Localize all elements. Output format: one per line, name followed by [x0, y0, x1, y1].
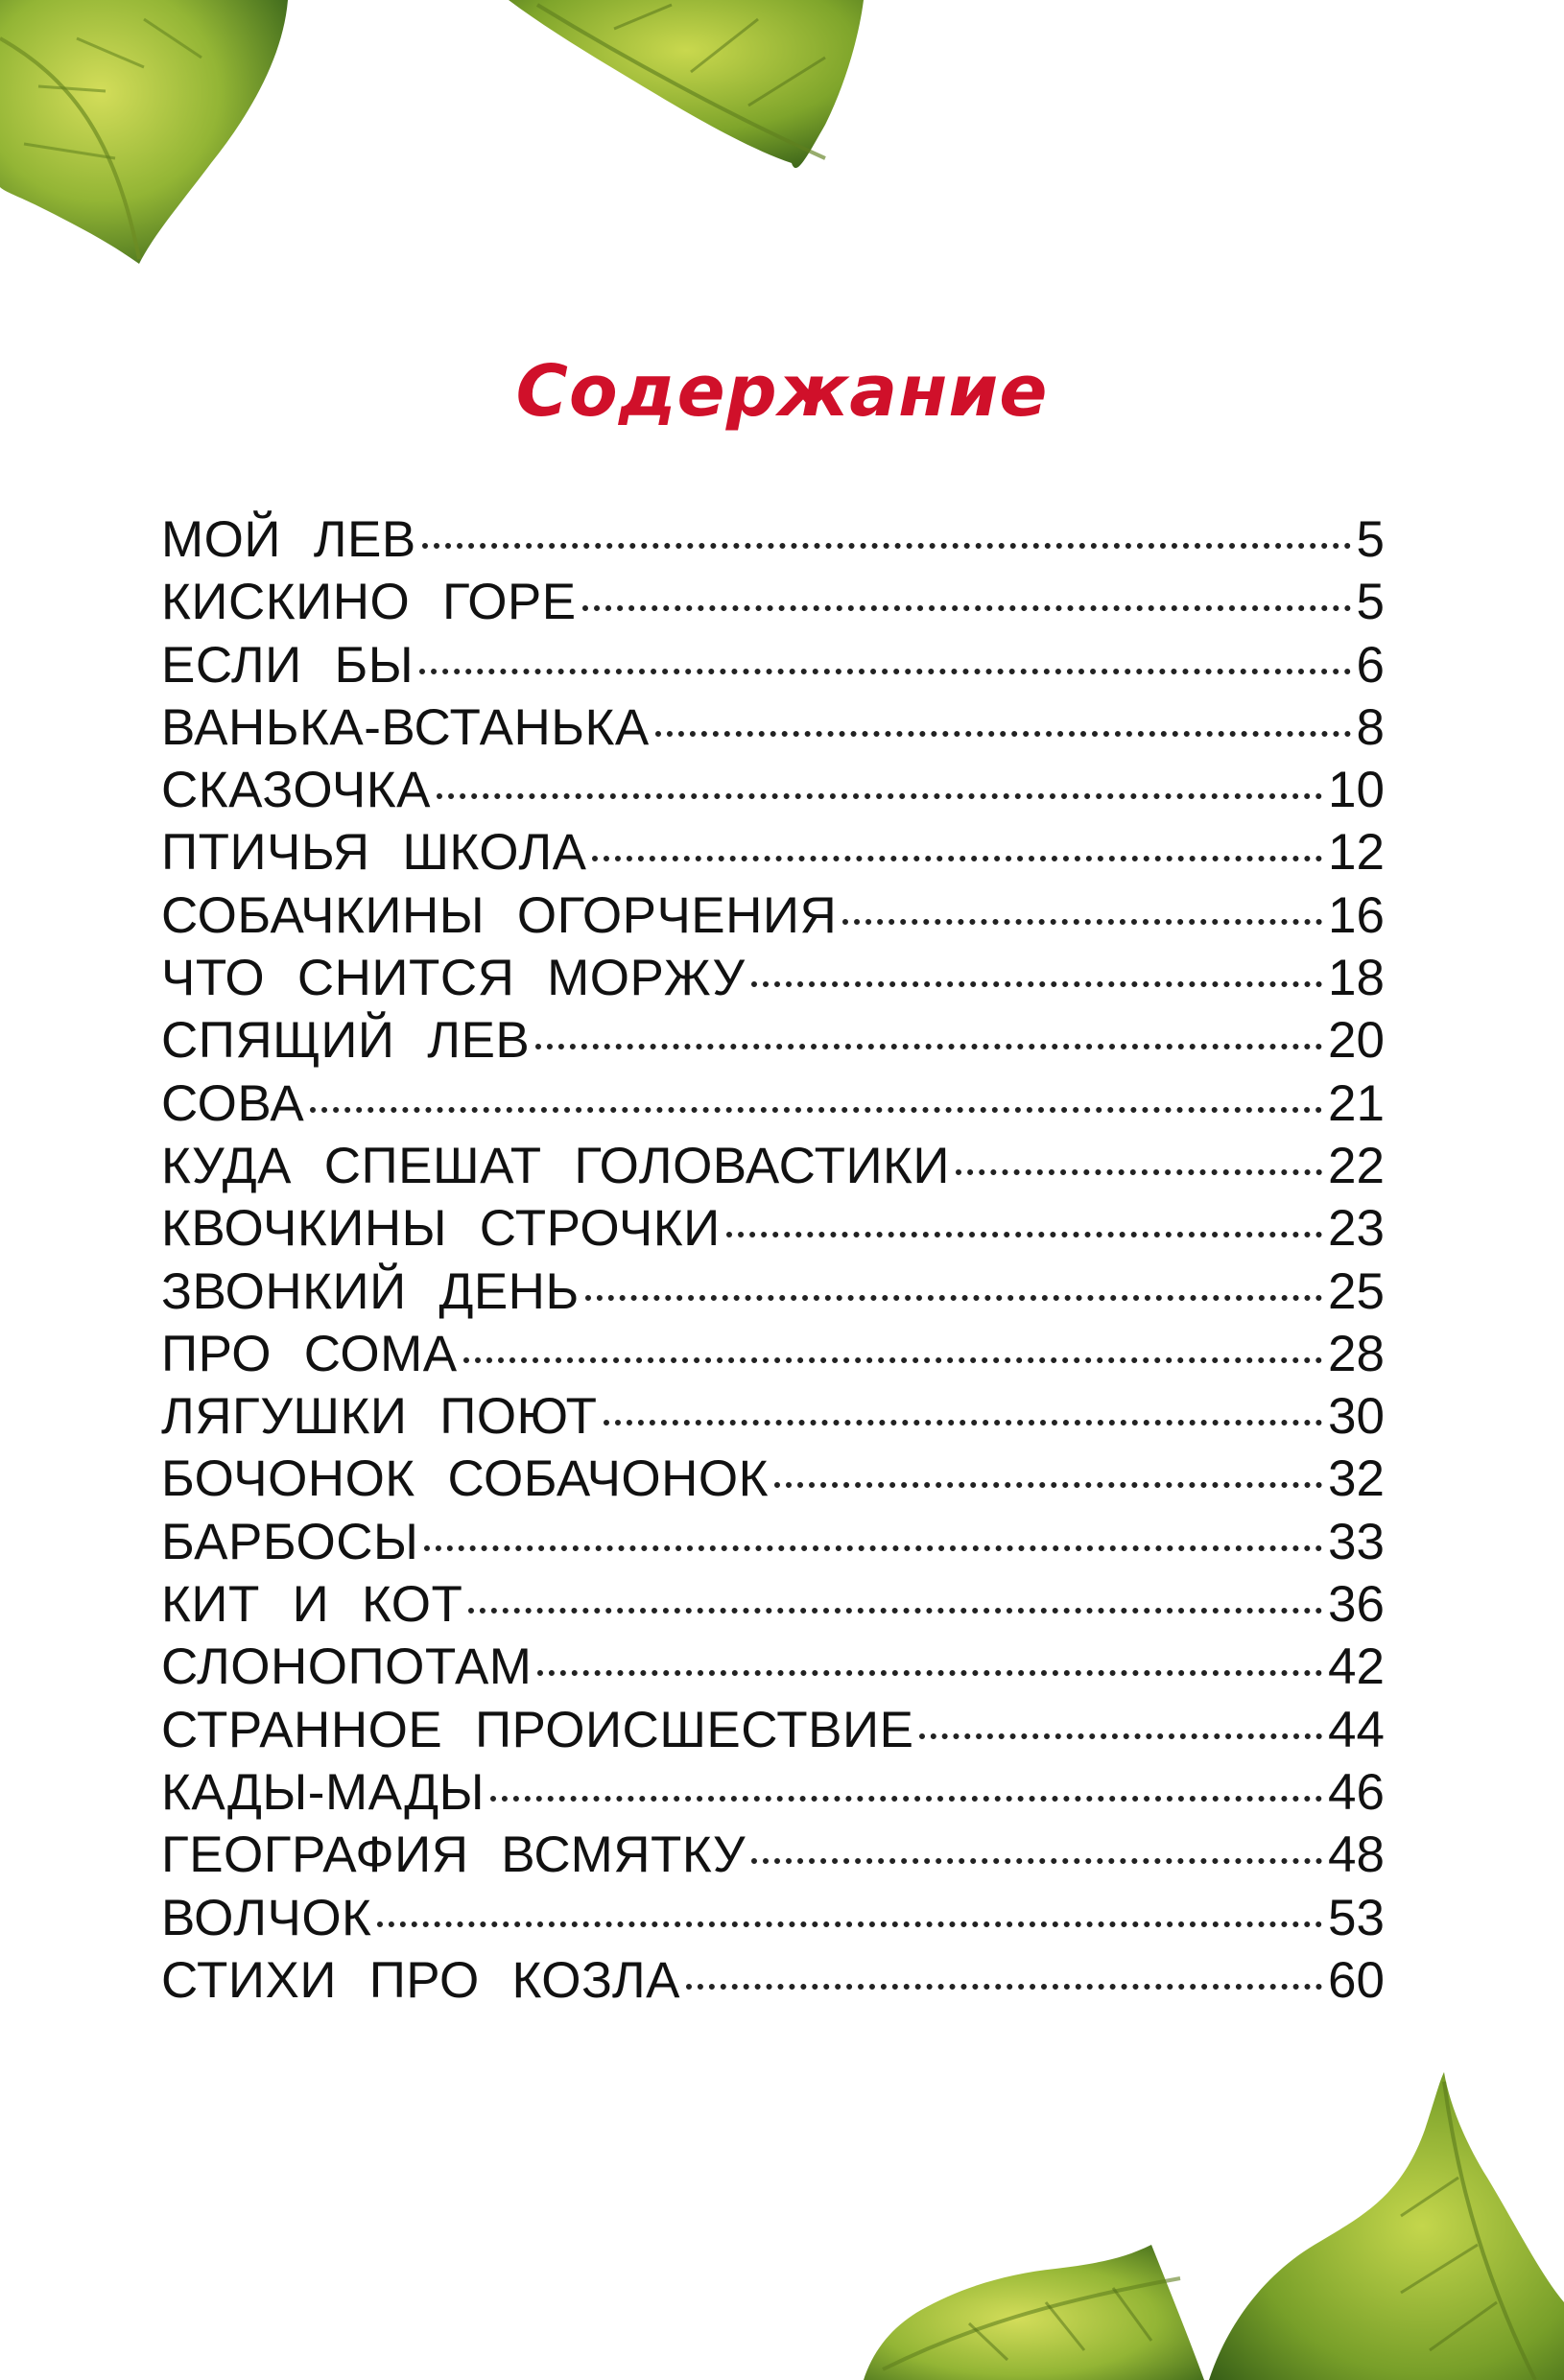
- toc-leader-dots: [774, 1482, 1322, 1488]
- toc-item-title: СОВА: [161, 1074, 305, 1132]
- toc-leader-dots: [582, 605, 1351, 611]
- toc-item-page: 6: [1356, 636, 1385, 694]
- toc-item[interactable]: [161, 1387, 1385, 1449]
- toc-item-page: 8: [1356, 698, 1385, 756]
- toc-leader-dots: [751, 981, 1322, 987]
- toc-item-title: МОЙ ЛЕВ: [161, 511, 416, 568]
- table-of-contents: [161, 510, 1385, 2014]
- toc-item-page: 20: [1328, 1012, 1385, 1070]
- toc-item[interactable]: [161, 1889, 1385, 1951]
- toc-item-page: 18: [1328, 950, 1385, 1007]
- toc-leader-dots: [310, 1107, 1322, 1113]
- toc-leader-dots: [604, 1420, 1323, 1426]
- toc-item[interactable]: [161, 761, 1385, 823]
- toc-item[interactable]: [161, 636, 1385, 698]
- toc-item[interactable]: [161, 1325, 1385, 1387]
- toc-item-page: 60: [1328, 1951, 1385, 2009]
- toc-item-page: 12: [1328, 824, 1385, 882]
- toc-leader-dots: [422, 543, 1351, 549]
- toc-item-page: 21: [1328, 1074, 1385, 1132]
- toc-item-page: 25: [1328, 1262, 1385, 1320]
- toc-leader-dots: [463, 1357, 1322, 1363]
- toc-item[interactable]: [161, 886, 1385, 949]
- toc-leader-dots: [686, 1984, 1322, 1990]
- leaf-left-icon: [0, 0, 288, 264]
- toc-item-title: ВАНЬКА-ВСТАНЬКА: [161, 698, 650, 756]
- toc-item[interactable]: [161, 1074, 1385, 1137]
- toc-item-page: 30: [1328, 1388, 1385, 1446]
- toc-item-page: 28: [1328, 1325, 1385, 1382]
- toc-item-page: 44: [1328, 1701, 1385, 1758]
- leaf-right-icon: [509, 0, 864, 168]
- toc-leader-dots: [537, 1670, 1322, 1676]
- toc-item-page: 53: [1328, 1889, 1385, 1946]
- toc-item[interactable]: [161, 1262, 1385, 1325]
- toc-item-page: 10: [1328, 762, 1385, 819]
- toc-leader-dots: [419, 669, 1350, 674]
- toc-item-title: ЕСЛИ БЫ: [161, 636, 415, 694]
- toc-leader-dots: [490, 1796, 1322, 1802]
- toc-item-title: СКАЗОЧКА: [161, 762, 431, 819]
- toc-item-page: 33: [1328, 1513, 1385, 1570]
- toc-item[interactable]: [161, 510, 1385, 573]
- toc-leader-dots: [424, 1545, 1322, 1551]
- toc-item[interactable]: [161, 1826, 1385, 1888]
- leaves-bottom-illustration: [864, 2072, 1564, 2380]
- toc-item[interactable]: [161, 1513, 1385, 1575]
- toc-item-title: СОБАЧКИНЫ ОГОРЧЕНИЯ: [161, 886, 838, 944]
- page-title: Содержание: [515, 350, 1049, 433]
- toc-item-title: ЧТО СНИТСЯ МОРЖУ: [161, 950, 746, 1007]
- toc-item[interactable]: [161, 1011, 1385, 1073]
- toc-item-title: БОЧОНОК СОБАЧОНОК: [161, 1450, 770, 1508]
- toc-leader-dots: [592, 856, 1322, 861]
- toc-item-page: 48: [1328, 1826, 1385, 1884]
- toc-item[interactable]: [161, 1638, 1385, 1700]
- toc-leader-dots: [842, 919, 1322, 925]
- leaf-large-icon: [1209, 2072, 1564, 2380]
- toc-item-title: ПТИЧЬЯ ШКОЛА: [161, 824, 587, 882]
- toc-leader-dots: [726, 1232, 1322, 1237]
- toc-item-page: 46: [1328, 1763, 1385, 1821]
- toc-item-title: КИТ И КОТ: [161, 1576, 463, 1634]
- toc-item[interactable]: [161, 1951, 1385, 2014]
- toc-item[interactable]: [161, 1199, 1385, 1261]
- toc-leader-dots: [585, 1295, 1322, 1301]
- toc-item-title: БАРБОСЫ: [161, 1513, 419, 1570]
- toc-item-title: СЛОНОПОТАМ: [161, 1638, 533, 1696]
- toc-item[interactable]: [161, 1763, 1385, 1826]
- toc-item[interactable]: [161, 698, 1385, 761]
- toc-item-page: 36: [1328, 1576, 1385, 1634]
- toc-leader-dots: [468, 1608, 1322, 1614]
- toc-item[interactable]: [161, 1137, 1385, 1199]
- toc-item-page: 5: [1356, 511, 1385, 568]
- toc-leader-dots: [377, 1921, 1322, 1927]
- toc-leader-dots: [437, 793, 1322, 799]
- toc-item[interactable]: [161, 573, 1385, 635]
- toc-item[interactable]: [161, 823, 1385, 885]
- toc-item-title: СТИХИ ПРО КОЗЛА: [161, 1951, 681, 2009]
- toc-item-title: КИСКИНО ГОРЕ: [161, 574, 577, 631]
- toc-item-page: 5: [1356, 574, 1385, 631]
- toc-item[interactable]: [161, 1701, 1385, 1763]
- toc-leader-dots: [956, 1169, 1322, 1175]
- toc-item-page: 16: [1328, 886, 1385, 944]
- toc-item-title: ВОЛЧОК: [161, 1889, 372, 1946]
- toc-item[interactable]: [161, 1575, 1385, 1638]
- toc-item-title: КВОЧКИНЫ СТРОЧКИ: [161, 1200, 721, 1258]
- toc-item[interactable]: [161, 949, 1385, 1011]
- toc-item-title: ЗВОНКИЙ ДЕНЬ: [161, 1262, 580, 1320]
- toc-item-title: КУДА СПЕШАТ ГОЛОВАСТИКИ: [161, 1137, 951, 1194]
- toc-item-page: 32: [1328, 1450, 1385, 1508]
- toc-item-title: СПЯЩИЙ ЛЕВ: [161, 1012, 531, 1070]
- toc-item-title: ГЕОГРАФИЯ ВСМЯТКУ: [161, 1826, 746, 1884]
- toc-leader-dots: [655, 731, 1351, 737]
- toc-item-page: 23: [1328, 1200, 1385, 1258]
- toc-item-title: КАДЫ-МАДЫ: [161, 1763, 486, 1821]
- toc-item-title: СТРАННОЕ ПРОИСШЕСТВИЕ: [161, 1701, 914, 1758]
- toc-leader-dots: [919, 1733, 1322, 1739]
- toc-item[interactable]: [161, 1449, 1385, 1512]
- toc-item-page: 22: [1328, 1137, 1385, 1194]
- toc-item-page: 42: [1328, 1638, 1385, 1696]
- toc-item-title: ЛЯГУШКИ ПОЮТ: [161, 1388, 598, 1446]
- toc-leader-dots: [751, 1858, 1322, 1864]
- toc-leader-dots: [535, 1044, 1322, 1049]
- leaves-top-illustration: [0, 0, 864, 269]
- toc-item-title: ПРО СОМА: [161, 1325, 458, 1382]
